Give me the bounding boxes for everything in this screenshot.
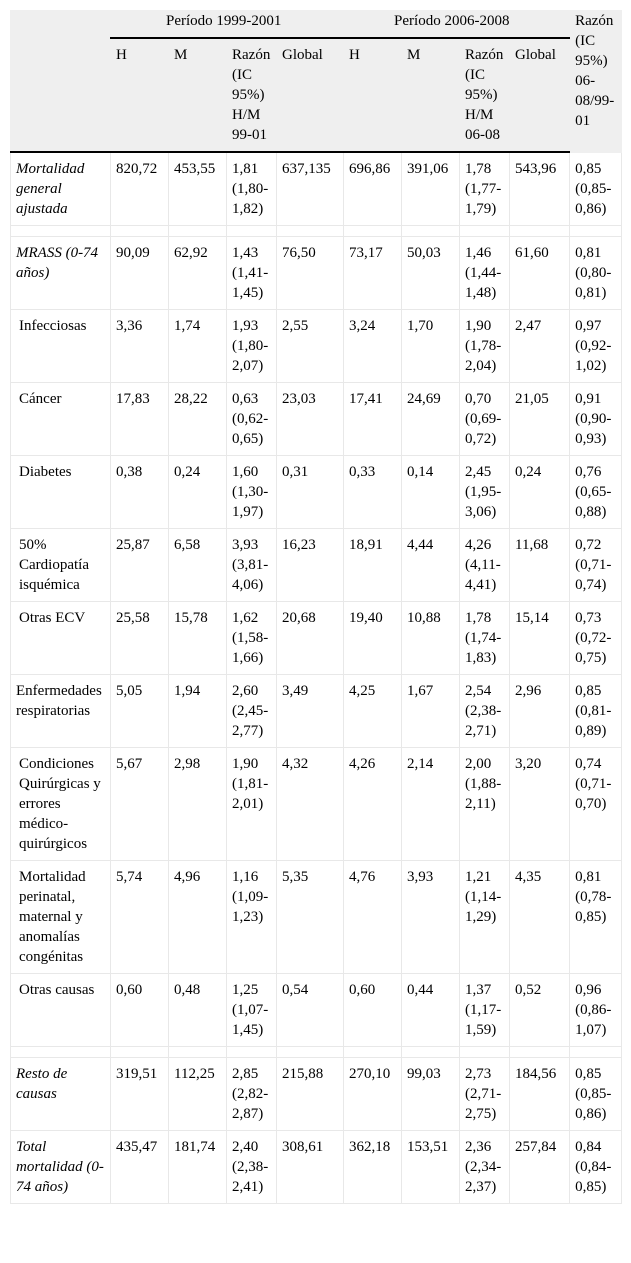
table-cell: 99,03 (402, 1058, 460, 1131)
table-cell: 17,41 (344, 383, 402, 456)
spacer-cell (227, 226, 277, 237)
table-row (11, 529, 622, 602)
table-cell: 308,61 (277, 1131, 344, 1204)
header-period-1999-2001: Período 1999-2001 (111, 11, 344, 39)
table-cell: 0,54 (277, 974, 344, 1047)
table-cell: 0,73 (0,72-0,75) (570, 602, 622, 675)
table-cell: 3,49 (277, 675, 344, 748)
spacer-cell (169, 1047, 227, 1058)
table-cell: 4,76 (344, 861, 402, 974)
table-cell: 4,25 (344, 675, 402, 748)
table-cell: 1,81 (1,80-1,82) (227, 152, 277, 226)
table-cell: 0,52 (510, 974, 570, 1047)
header-global-1: Global (277, 38, 344, 152)
table-body (11, 152, 622, 1204)
row-label: Enfermedades respiratorias (11, 675, 111, 748)
table-cell: 435,47 (111, 1131, 169, 1204)
table-cell: 1,74 (169, 310, 227, 383)
spacer-cell (11, 226, 111, 237)
spacer-cell (344, 226, 402, 237)
table-cell: 0,74 (0,71-0,70) (570, 748, 622, 861)
table-cell: 21,05 (510, 383, 570, 456)
table-cell: 1,90 (1,81-2,01) (227, 748, 277, 861)
table-cell: 1,46 (1,44-1,48) (460, 237, 510, 310)
table-cell: 257,84 (510, 1131, 570, 1204)
table-cell: 3,36 (111, 310, 169, 383)
table-cell: 2,73 (2,71-2,75) (460, 1058, 510, 1131)
table-cell: 15,78 (169, 602, 227, 675)
header-period-2006-2008: Período 2006-2008 (344, 11, 570, 39)
table-cell: 17,83 (111, 383, 169, 456)
spacer-cell (460, 1047, 510, 1058)
spacer-cell (510, 1047, 570, 1058)
table-cell: 2,14 (402, 748, 460, 861)
table-row (11, 1058, 622, 1131)
table-cell: 0,33 (344, 456, 402, 529)
table-cell: 28,22 (169, 383, 227, 456)
row-spacer (11, 1047, 622, 1058)
table-cell: 3,24 (344, 310, 402, 383)
table-cell: 0,38 (111, 456, 169, 529)
table-cell: 20,68 (277, 602, 344, 675)
row-label: Resto de causas (11, 1058, 111, 1131)
table-cell: 543,96 (510, 152, 570, 226)
table-cell: 112,25 (169, 1058, 227, 1131)
table-row (11, 237, 622, 310)
table-cell: 2,36 (2,34-2,37) (460, 1131, 510, 1204)
spacer-cell (111, 1047, 169, 1058)
table-row (11, 383, 622, 456)
table-cell: 4,96 (169, 861, 227, 974)
row-label: Condiciones Quirúrgicas y errores médico-quirúrgicos (11, 748, 111, 861)
table-cell: 76,50 (277, 237, 344, 310)
table-cell: 2,45 (1,95-3,06) (460, 456, 510, 529)
table-cell: 1,37 (1,17-1,59) (460, 974, 510, 1047)
table-cell: 90,09 (111, 237, 169, 310)
spacer-cell (460, 226, 510, 237)
table-cell: 1,60 (1,30-1,97) (227, 456, 277, 529)
table-cell: 4,32 (277, 748, 344, 861)
table-cell: 10,88 (402, 602, 460, 675)
table-cell: 0,14 (402, 456, 460, 529)
table-cell: 0,48 (169, 974, 227, 1047)
table-cell: 0,24 (510, 456, 570, 529)
table-cell: 2,60 (2,45-2,77) (227, 675, 277, 748)
table-cell: 0,60 (111, 974, 169, 1047)
header-h-2: H (344, 38, 402, 152)
table-cell: 0,81 (0,78-0,85) (570, 861, 622, 974)
table-row (11, 602, 622, 675)
table-cell: 2,98 (169, 748, 227, 861)
table-cell: 18,91 (344, 529, 402, 602)
row-label: Otras causas (11, 974, 111, 1047)
table-cell: 820,72 (111, 152, 169, 226)
header-corner-sub (11, 38, 111, 152)
row-label: Total mortalidad (0-74 años) (11, 1131, 111, 1204)
table-cell: 0,97 (0,92-1,02) (570, 310, 622, 383)
table-cell: 2,00 (1,88-2,11) (460, 748, 510, 861)
header-m-1: M (169, 38, 227, 152)
table-cell: 0,44 (402, 974, 460, 1047)
table-cell: 0,91 (0,90-0,93) (570, 383, 622, 456)
table-cell: 153,51 (402, 1131, 460, 1204)
table-cell: 0,85 (0,81-0,89) (570, 675, 622, 748)
table-row (11, 456, 622, 529)
table-cell: 0,96 (0,86-1,07) (570, 974, 622, 1047)
table-cell: 2,85 (2,82-2,87) (227, 1058, 277, 1131)
table-cell: 0,60 (344, 974, 402, 1047)
table-cell: 0,85 (0,85-0,86) (570, 1058, 622, 1131)
spacer-cell (169, 226, 227, 237)
spacer-cell (570, 226, 622, 237)
table-cell: 2,54 (2,38-2,71) (460, 675, 510, 748)
spacer-cell (11, 1047, 111, 1058)
table-cell: 637,135 (277, 152, 344, 226)
table-cell: 50,03 (402, 237, 460, 310)
table-cell: 1,67 (402, 675, 460, 748)
table-cell: 73,17 (344, 237, 402, 310)
table-cell: 1,78 (1,74-1,83) (460, 602, 510, 675)
spacer-cell (510, 226, 570, 237)
table-cell: 4,44 (402, 529, 460, 602)
table-cell: 0,81 (0,80-0,81) (570, 237, 622, 310)
header-ratio-2: Razón (IC 95%) H/M 06-08 (460, 38, 510, 152)
table-cell: 0,76 (0,65-0,88) (570, 456, 622, 529)
table-cell: 11,68 (510, 529, 570, 602)
table-cell: 215,88 (277, 1058, 344, 1131)
spacer-cell (344, 1047, 402, 1058)
spacer-cell (227, 1047, 277, 1058)
spacer-cell (402, 1047, 460, 1058)
header-m-2: M (402, 38, 460, 152)
table-cell: 0,72 (0,71-0,74) (570, 529, 622, 602)
table-cell: 453,55 (169, 152, 227, 226)
row-spacer (11, 226, 622, 237)
table-cell: 3,93 (402, 861, 460, 974)
spacer-cell (277, 1047, 344, 1058)
table-cell: 4,35 (510, 861, 570, 974)
table-row (11, 861, 622, 974)
table-cell: 270,10 (344, 1058, 402, 1131)
table-cell: 1,93 (1,80-2,07) (227, 310, 277, 383)
table-cell: 391,06 (402, 152, 460, 226)
header-ratio-overall: Razón (IC 95%) 06-08/99-01 (570, 11, 622, 153)
table-cell: 0,85 (0,85-0,86) (570, 152, 622, 226)
table-header (11, 11, 622, 153)
table-cell: 4,26 (4,11-4,41) (460, 529, 510, 602)
table-row (11, 675, 622, 748)
spacer-cell (277, 226, 344, 237)
table-cell: 23,03 (277, 383, 344, 456)
table-cell: 61,60 (510, 237, 570, 310)
table-cell: 5,35 (277, 861, 344, 974)
table-cell: 5,74 (111, 861, 169, 974)
table-cell: 0,84 (0,84-0,85) (570, 1131, 622, 1204)
table-cell: 2,96 (510, 675, 570, 748)
table-cell: 0,70 (0,69-0,72) (460, 383, 510, 456)
table-cell: 2,40 (2,38-2,41) (227, 1131, 277, 1204)
table-cell: 696,86 (344, 152, 402, 226)
table-cell: 19,40 (344, 602, 402, 675)
table-row (11, 974, 622, 1047)
table-row (11, 152, 622, 226)
table-row (11, 310, 622, 383)
table-cell: 25,87 (111, 529, 169, 602)
table-cell: 184,56 (510, 1058, 570, 1131)
spacer-cell (570, 1047, 622, 1058)
header-corner (11, 11, 111, 39)
table-cell: 181,74 (169, 1131, 227, 1204)
table-cell: 5,67 (111, 748, 169, 861)
table-cell: 6,58 (169, 529, 227, 602)
table-cell: 16,23 (277, 529, 344, 602)
header-h-1: H (111, 38, 169, 152)
table-cell: 1,43 (1,41-1,45) (227, 237, 277, 310)
table-cell: 319,51 (111, 1058, 169, 1131)
table-cell: 0,63 (0,62-0,65) (227, 383, 277, 456)
table-cell: 362,18 (344, 1131, 402, 1204)
table-cell: 0,31 (277, 456, 344, 529)
table-row (11, 748, 622, 861)
row-label: Otras ECV (11, 602, 111, 675)
table-cell: 5,05 (111, 675, 169, 748)
table-cell: 3,93 (3,81-4,06) (227, 529, 277, 602)
table-cell: 1,94 (169, 675, 227, 748)
table-cell: 3,20 (510, 748, 570, 861)
row-label: 50% Cardiopatía isquémica (11, 529, 111, 602)
table-cell: 24,69 (402, 383, 460, 456)
spacer-cell (402, 226, 460, 237)
table-cell: 25,58 (111, 602, 169, 675)
table-cell: 1,78 (1,77-1,79) (460, 152, 510, 226)
table-cell: 1,62 (1,58-1,66) (227, 602, 277, 675)
table-cell: 1,70 (402, 310, 460, 383)
table-cell: 1,25 (1,07-1,45) (227, 974, 277, 1047)
table-cell: 62,92 (169, 237, 227, 310)
table-cell: 1,21 (1,14-1,29) (460, 861, 510, 974)
table-row (11, 1131, 622, 1204)
table-cell: 1,90 (1,78-2,04) (460, 310, 510, 383)
table-cell: 0,24 (169, 456, 227, 529)
row-label: Mortalidad general ajustada (11, 152, 111, 226)
table-cell: 2,47 (510, 310, 570, 383)
table-cell: 2,55 (277, 310, 344, 383)
header-global-2: Global (510, 38, 570, 152)
table-cell: 15,14 (510, 602, 570, 675)
table-cell: 4,26 (344, 748, 402, 861)
row-label: Diabetes (11, 456, 111, 529)
header-ratio-1: Razón (IC 95%) H/M 99-01 (227, 38, 277, 152)
table-cell: 1,16 (1,09-1,23) (227, 861, 277, 974)
row-label: Infecciosas (11, 310, 111, 383)
row-label: MRASS (0-74 años) (11, 237, 111, 310)
mortality-table (10, 10, 622, 1204)
row-label: Mortalidad perinatal, maternal y anomalías congénitas (11, 861, 111, 974)
row-label: Cáncer (11, 383, 111, 456)
spacer-cell (111, 226, 169, 237)
